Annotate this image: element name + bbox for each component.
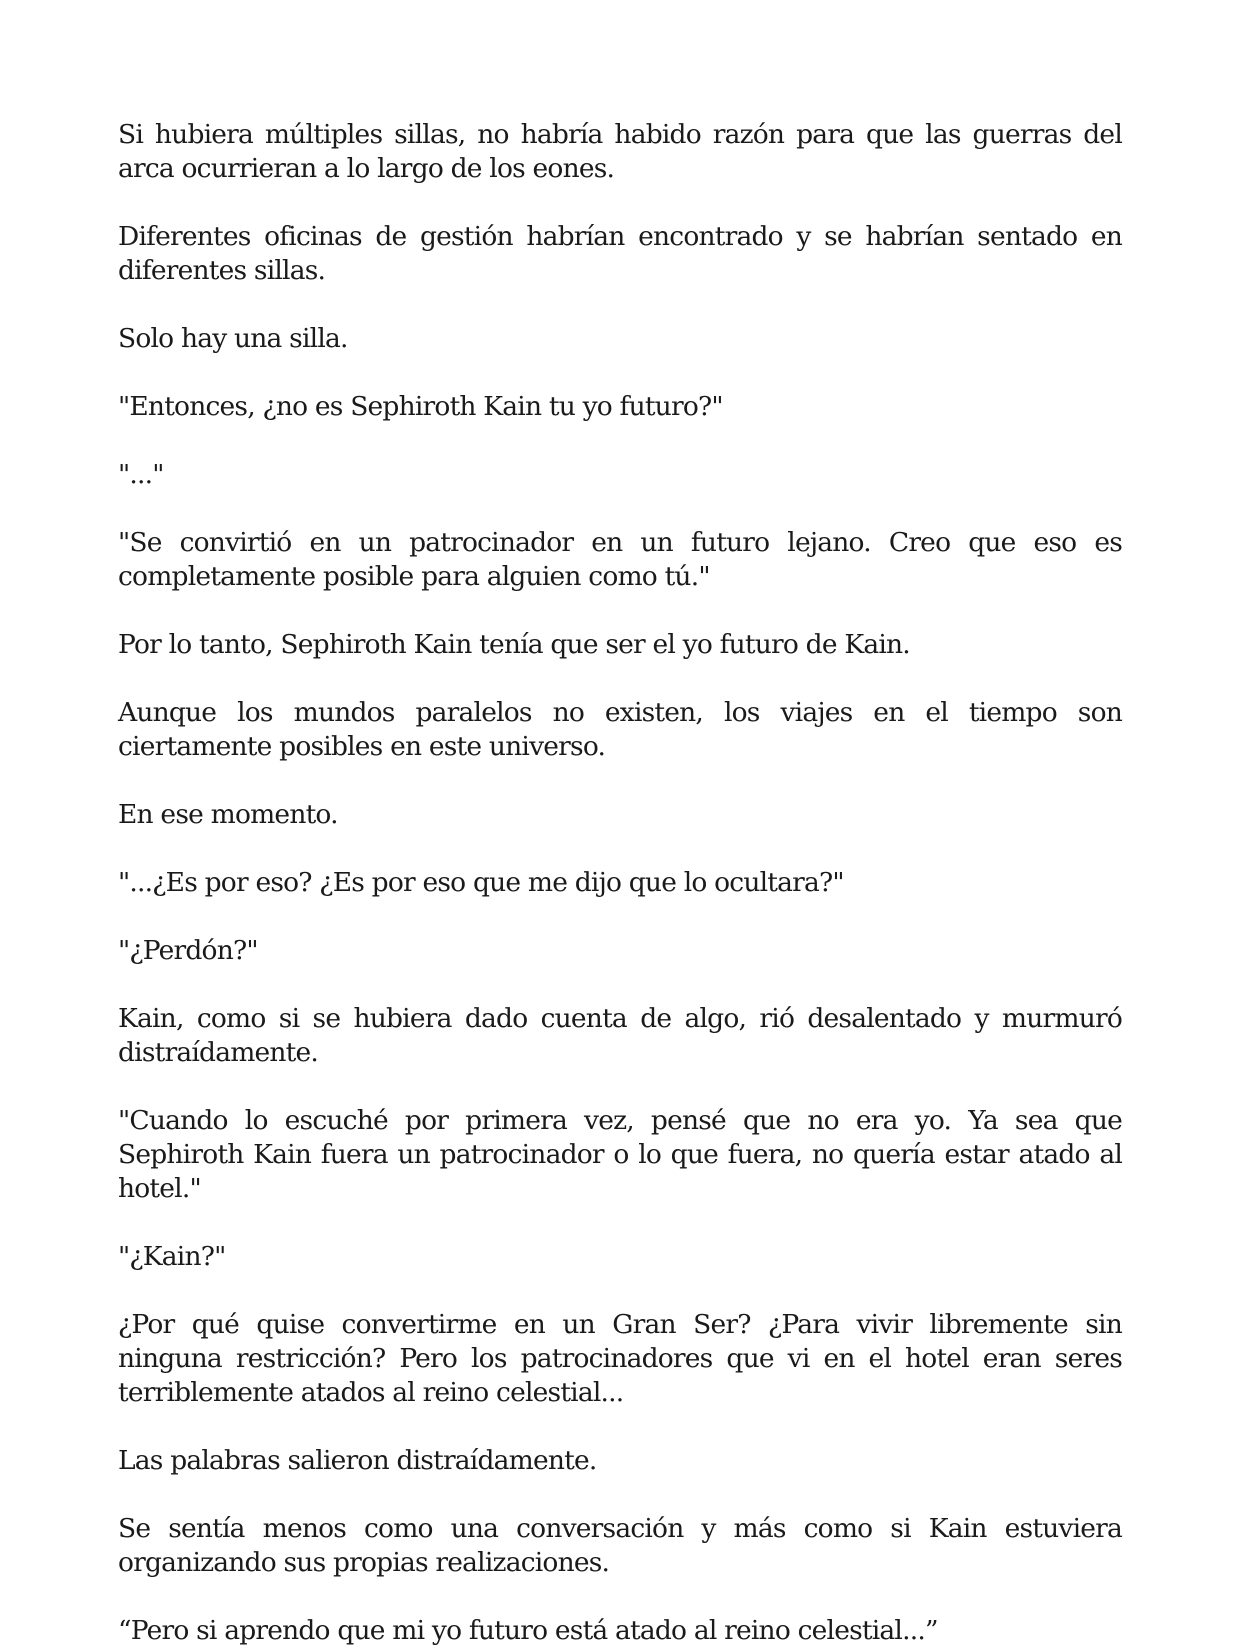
paragraph: Aunque los mundos paralelos no existen, los viajes en el tiempo son ciertamente posibles en este universo. — [118, 697, 1122, 762]
paragraph: Por lo tanto, Sephiroth Kain tenía que ser el yo futuro de Kain. — [118, 629, 910, 660]
document-body — [118, 118, 1122, 1648]
paragraph: Solo hay una silla. — [118, 323, 348, 354]
paragraph: En ese momento. — [118, 799, 338, 830]
dialogue-line: "...¿Es por eso? ¿Es por eso que me dijo que lo ocultara?" — [118, 867, 844, 898]
dialogue-line: "¿Perdón?" — [118, 935, 258, 966]
paragraph: Se sentía menos como una conversación y más como si Kain estuviera organizando sus propias realizaciones. — [118, 1513, 1122, 1578]
paragraph: Diferentes oficinas de gestión habrían encontrado y se habrían sentado en diferentes sillas. — [118, 221, 1122, 286]
paragraph: Kain, como si se hubiera dado cuenta de algo, rió desalentado y murmuró distraídamente. — [118, 1003, 1122, 1068]
dialogue-line: “Pero si aprendo que mi yo futuro está atado al reino celestial...” — [118, 1615, 938, 1646]
paragraph: Si hubiera múltiples sillas, no habría habido razón para que las guerras del arca ocurrieran a lo largo de los eones. — [118, 119, 1122, 184]
dialogue-line: "Entonces, ¿no es Sephiroth Kain tu yo futuro?" — [118, 391, 723, 422]
dialogue-line: "Se convirtió en un patrocinador en un futuro lejano. Creo que eso es completamente posible para alguien como tú." — [118, 527, 1122, 592]
dialogue-line: "..." — [118, 459, 164, 490]
paragraph: ¿Por qué quise convertirme en un Gran Ser? ¿Para vivir libremente sin ninguna restricción? Pero los patrocinadores que vi en el hotel eran seres terriblemente atados al reino celestial... — [118, 1309, 1122, 1408]
dialogue-line: "Cuando lo escuché por primera vez, pensé que no era yo. Ya sea que Sephiroth Kain fuera un patrocinador o lo que fuera, no quería estar atado al hotel." — [118, 1105, 1122, 1204]
dialogue-line: "¿Kain?" — [118, 1241, 226, 1272]
paragraph: Las palabras salieron distraídamente. — [118, 1445, 597, 1476]
